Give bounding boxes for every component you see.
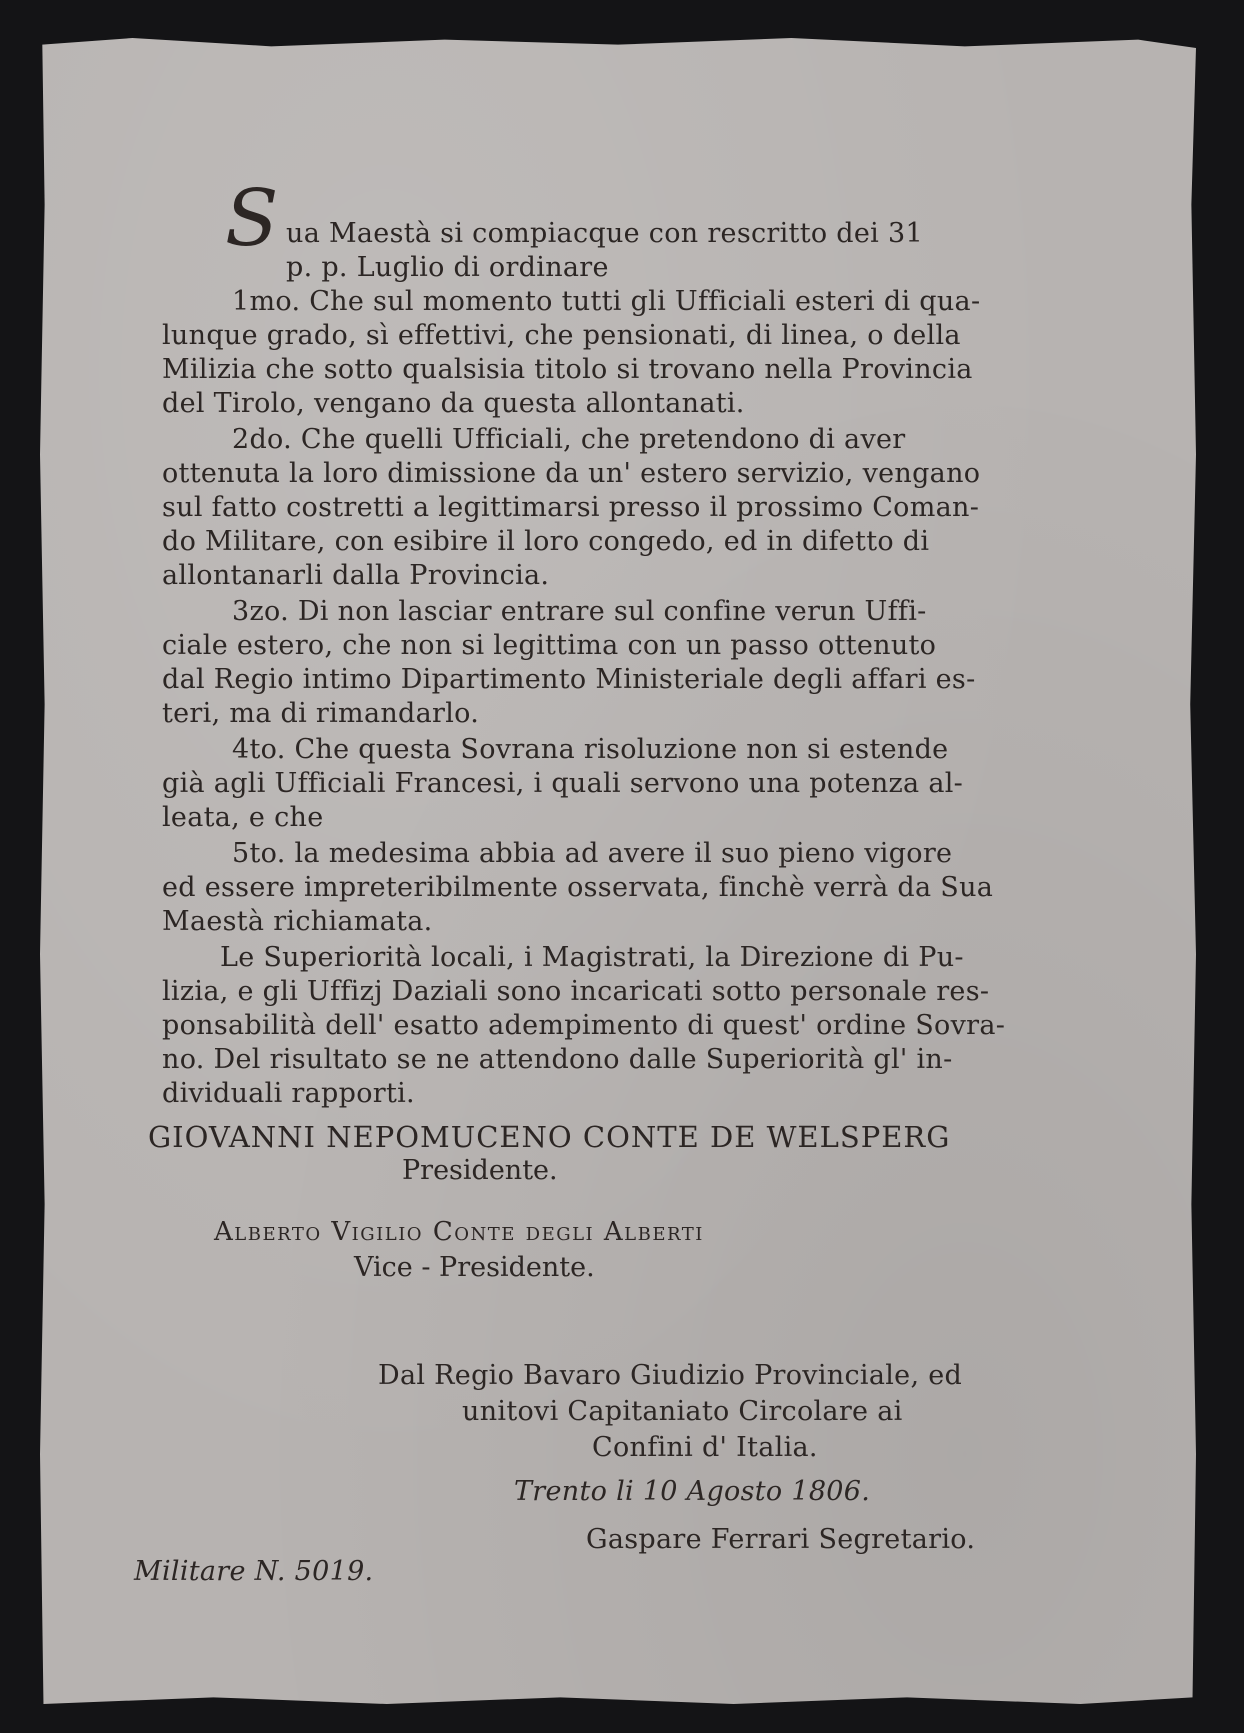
decree-line: 1mo. Che sul momento tutti gli Ufficiali esteri di qua- <box>232 286 981 317</box>
decree-line: 5to. la medesima abbia ad avere il suo pieno vigore <box>232 838 953 869</box>
decree-line: già agli Ufficiali Francesi, i quali servono una potenza al- <box>162 768 964 799</box>
decree-line: 4to. Che questa Sovrana risoluzione non si estende <box>232 734 949 765</box>
drop-cap: S <box>225 174 279 264</box>
place-date: Trento li 10 Agosto 1806. <box>514 1476 871 1507</box>
issuer-line: Dal Regio Bavaro Giudizio Provinciale, ed <box>378 1360 963 1391</box>
reference-number: Militare N. 5019. <box>134 1556 374 1587</box>
decree-line: no. Del risultato se ne attendono dalle Superiorità gl' in- <box>162 1044 953 1075</box>
decree-line: p. p. Luglio di ordinare <box>286 252 609 283</box>
decree-line: lunque grado, sì effettivi, che pensionati, di linea, o della <box>162 320 961 351</box>
issuer-line: Confini d' Italia. <box>592 1432 818 1463</box>
decree-line: sul fatto costretti a legittimarsi presso il prossimo Coman- <box>162 492 980 523</box>
decree-line: Le Superiorità locali, i Magistrati, la Direzione di Pu- <box>220 942 964 973</box>
decree-line: ottenuta la loro dimissione da un' estero servizio, vengano <box>162 458 981 489</box>
decree-line: ponsabilità dell' esatto adempimento di quest' ordine Sovra- <box>162 1010 1006 1041</box>
decree-line: allontanarli dalla Provincia. <box>162 560 550 591</box>
decree-line: 3zo. Di non lasciar entrare sul confine verun Uffi- <box>232 596 927 627</box>
secretary-signature: Gaspare Ferrari Segretario. <box>586 1524 976 1555</box>
president-name: GIOVANNI NEPOMUCENO CONTE DE WELSPERG <box>148 1120 951 1154</box>
decree-line: lizia, e gli Uffizj Daziali sono incaricati sotto personale res- <box>162 976 990 1007</box>
president-title: Presidente. <box>402 1155 558 1186</box>
decree-line: ciale estero, che non si legittima con un passo ottenuto <box>162 630 937 661</box>
decree-line: 2do. Che quelli Ufficiali, che pretendono di aver <box>232 424 906 455</box>
vice-president-title: Vice - Presidente. <box>354 1252 595 1283</box>
decree-line: teri, ma di rimandarlo. <box>162 698 480 729</box>
issuer-line: unitovi Capitaniato Circolare ai <box>462 1396 903 1427</box>
vice-president-name: Alberto Vigilio Conte degli Alberti <box>214 1217 704 1247</box>
decree-line: do Militare, con esibire il loro congedo, ed in difetto di <box>162 526 930 557</box>
decree-line: dividuali rapporti. <box>162 1078 415 1109</box>
decree-line: leata, e che <box>162 802 324 833</box>
decree-line: dal Regio intimo Dipartimento Ministeriale degli affari es- <box>162 664 976 695</box>
decree-line: ed essere impreteribilmente osservata, finchè verrà da Sua <box>162 872 994 903</box>
decree-line: ua Maestà si compiacque con rescritto dei 31 <box>286 218 923 249</box>
decree-line: Maestà richiamata. <box>162 906 433 937</box>
decree-line: Milizia che sotto qualsisia titolo si trovano nella Provincia <box>162 354 973 385</box>
decree-line: del Tirolo, vengano da questa allontanati. <box>162 388 745 419</box>
